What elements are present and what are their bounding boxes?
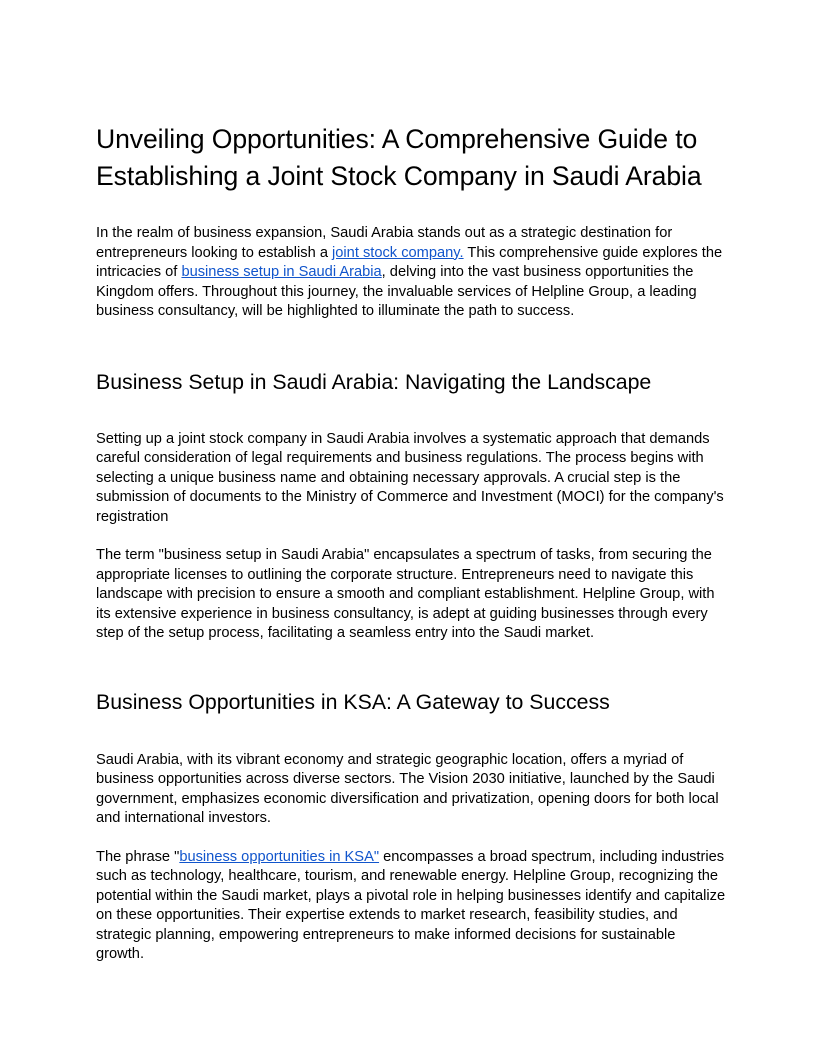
opportunities-text-2: encompasses a broad spectrum, including industries such as technology, healthcare, tourism, and renewable energy. Helpline Group, recognizing the potential within the Saudi market, plays a pivotal role in helping businesses identify and capitalize on these opportunities. Their expertise extends to market research, feasibility studies, and strategic planning, empowering entrepreneurs to make informed decisions for sustainable growth. [96, 848, 726, 962]
document-page [96, 121, 726, 965]
section-heading-business-setup: Business Setup in Saudi Arabia: Navigating the Landscape [96, 369, 652, 394]
business-setup-saudi-arabia-link[interactable]: business setup in Saudi Arabia [181, 264, 382, 280]
business-opportunities-paragraph-2 [96, 848, 726, 965]
business-opportunities-paragraph-1: Saudi Arabia, with its vibrant economy and strategic geographic location, offers a myriad of business opportunities across diverse sectors. The Vision 2030 initiative, launched by the Saudi government, emphasizes economic diversification and privatization, opening doors for both local and international investors. [96, 751, 719, 826]
opportunities-text-1: The phrase " [96, 848, 180, 865]
intro-paragraph [96, 224, 726, 322]
intro-text-2: This comprehensive guide explores the intricacies of [96, 244, 723, 280]
intro-text-1: In the realm of business expansion, Saudi Arabia stands out as a strategic destination for entrepreneurs looking to establish a [96, 225, 673, 261]
section-heading-business-opportunities: Business Opportunities in KSA: A Gateway to Success [96, 689, 610, 714]
intro-text-3: , delving into the vast business opportunities the Kingdom offers. Throughout this journey, the invaluable services of Helpline Group, a leading business consultancy, will be highlighted to illuminate the path to success. [96, 264, 697, 319]
business-setup-paragraph-2: The term "business setup in Saudi Arabia" encapsulates a spectrum of tasks, from securing the appropriate licenses to outlining the corporate structure. Entrepreneurs need to navigate this landscape with precision to ensure a smooth and compliant establishment. Helpline Group, with its extensive experience in business consultancy, is adept at guiding businesses through every step of the setup process, facilitating a seamless entry into the Saudi market. [96, 547, 715, 641]
joint-stock-company-link[interactable]: joint stock company. [332, 244, 464, 261]
business-opportunities-ksa-link[interactable]: business opportunities in KSA" [179, 848, 380, 865]
document-title: Unveiling Opportunities: A Comprehensive Guide to Establishing a Joint Stock Company in Saudi Arabia [96, 124, 702, 191]
business-setup-paragraph-1: Setting up a joint stock company in Saudi Arabia involves a systematic approach that demands careful consideration of legal requirements and business regulations. The process begins with selecting a unique business name and obtaining necessary approvals. A crucial step is the submission of documents to the Ministry of Commerce and Investment (MOCI) for the company's registration [96, 430, 724, 525]
